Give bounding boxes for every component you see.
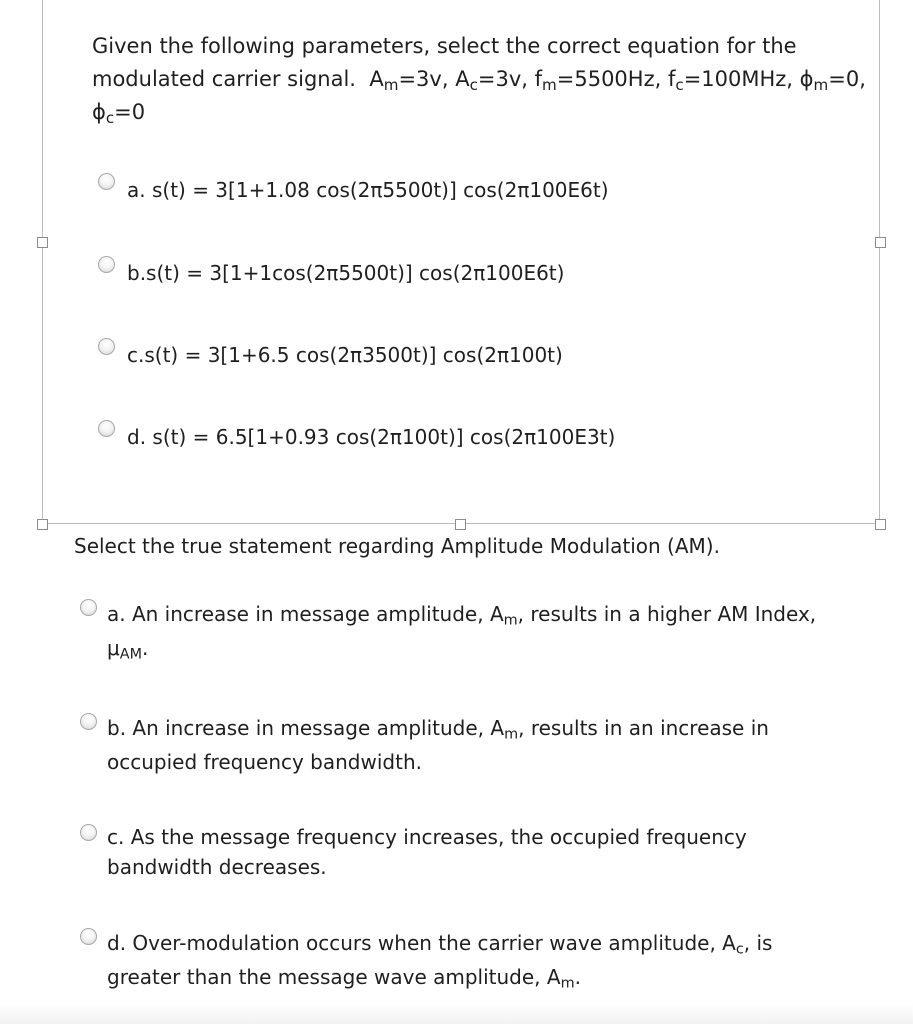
q2-radio-a[interactable] [80, 599, 97, 616]
q1-radio-a[interactable] [98, 173, 115, 190]
q1-option-c-label: c.s(t) = 3[1+6.5 cos(2π3500t)] cos(2π100t) [127, 343, 563, 367]
resize-handle-left[interactable] [37, 237, 48, 248]
q2-option-b-label: b. An increase in message amplitude, $A_m$, results in an increase in occupied frequency bandwidth. [107, 716, 769, 774]
param-am: $A_m=3v$, [369, 67, 449, 94]
q1-option-b[interactable] [98, 256, 564, 288]
question1-line3 [92, 96, 882, 129]
q2-radio-c[interactable] [80, 824, 97, 841]
q2-option-a[interactable] [80, 597, 816, 665]
question2-prompt: Select the true statement regarding Amplitude Modulation (AM). [74, 534, 720, 558]
param-phic: ɸ$_c$=0 [92, 100, 146, 127]
q2-option-b[interactable] [80, 711, 769, 779]
param-ac: $A_c=3v$, [455, 67, 528, 94]
q1-radio-c[interactable] [98, 338, 115, 355]
q2-radio-b[interactable] [80, 713, 97, 730]
bottom-shadow [0, 1004, 913, 1024]
q2-option-c-label: c. As the message frequency increases, the occupied frequency bandwidth decreases. [107, 825, 747, 879]
q1-option-c[interactable] [98, 338, 563, 370]
question1-text [92, 30, 882, 129]
question1-line2-prefix: modulated carrier signal. [92, 67, 356, 91]
q1-option-b-label: b.s(t) = 3[1+1cos(2π5500t)] cos(2π100E6t) [127, 261, 565, 285]
q1-option-a-label: a. s(t) = 3[1+1.08 cos(2π5500t)] cos(2π100E6t) [127, 178, 609, 202]
q1-radio-b[interactable] [98, 256, 115, 273]
param-phim: ɸ$_m$=0, [799, 67, 866, 94]
q1-option-a[interactable] [98, 173, 609, 205]
q2-option-c[interactable] [80, 822, 747, 882]
question1-line2 [92, 63, 882, 96]
q1-radio-d[interactable] [98, 420, 115, 437]
q1-option-d-label: d. s(t) = 6.5[1+0.93 cos(2π100t)] cos(2π100E3t) [127, 425, 616, 449]
q1-option-d[interactable] [98, 420, 615, 452]
question1-line1: Given the following parameters, select the correct equation for the [92, 34, 797, 58]
resize-handle-bottom-right[interactable] [875, 519, 886, 530]
resize-handle-bottom[interactable] [455, 519, 466, 530]
resize-handle-bottom-left[interactable] [37, 519, 48, 530]
q2-option-d-label: d. Over-modulation occurs when the carrier wave amplitude, $A_c$, is greater than the message wave amplitude, $A_m$. [107, 931, 773, 992]
resize-handle-right[interactable] [875, 237, 886, 248]
q2-option-d[interactable] [80, 926, 772, 994]
q2-option-a-label: a. An increase in message amplitude, $A_m$, results in a higher AM Index, $\mu_{AM}$. [107, 602, 817, 663]
param-fc: $f_c=100MHz$, [667, 67, 793, 94]
param-fm: $f_m=5500Hz$, [534, 67, 662, 94]
q2-radio-d[interactable] [80, 928, 97, 945]
